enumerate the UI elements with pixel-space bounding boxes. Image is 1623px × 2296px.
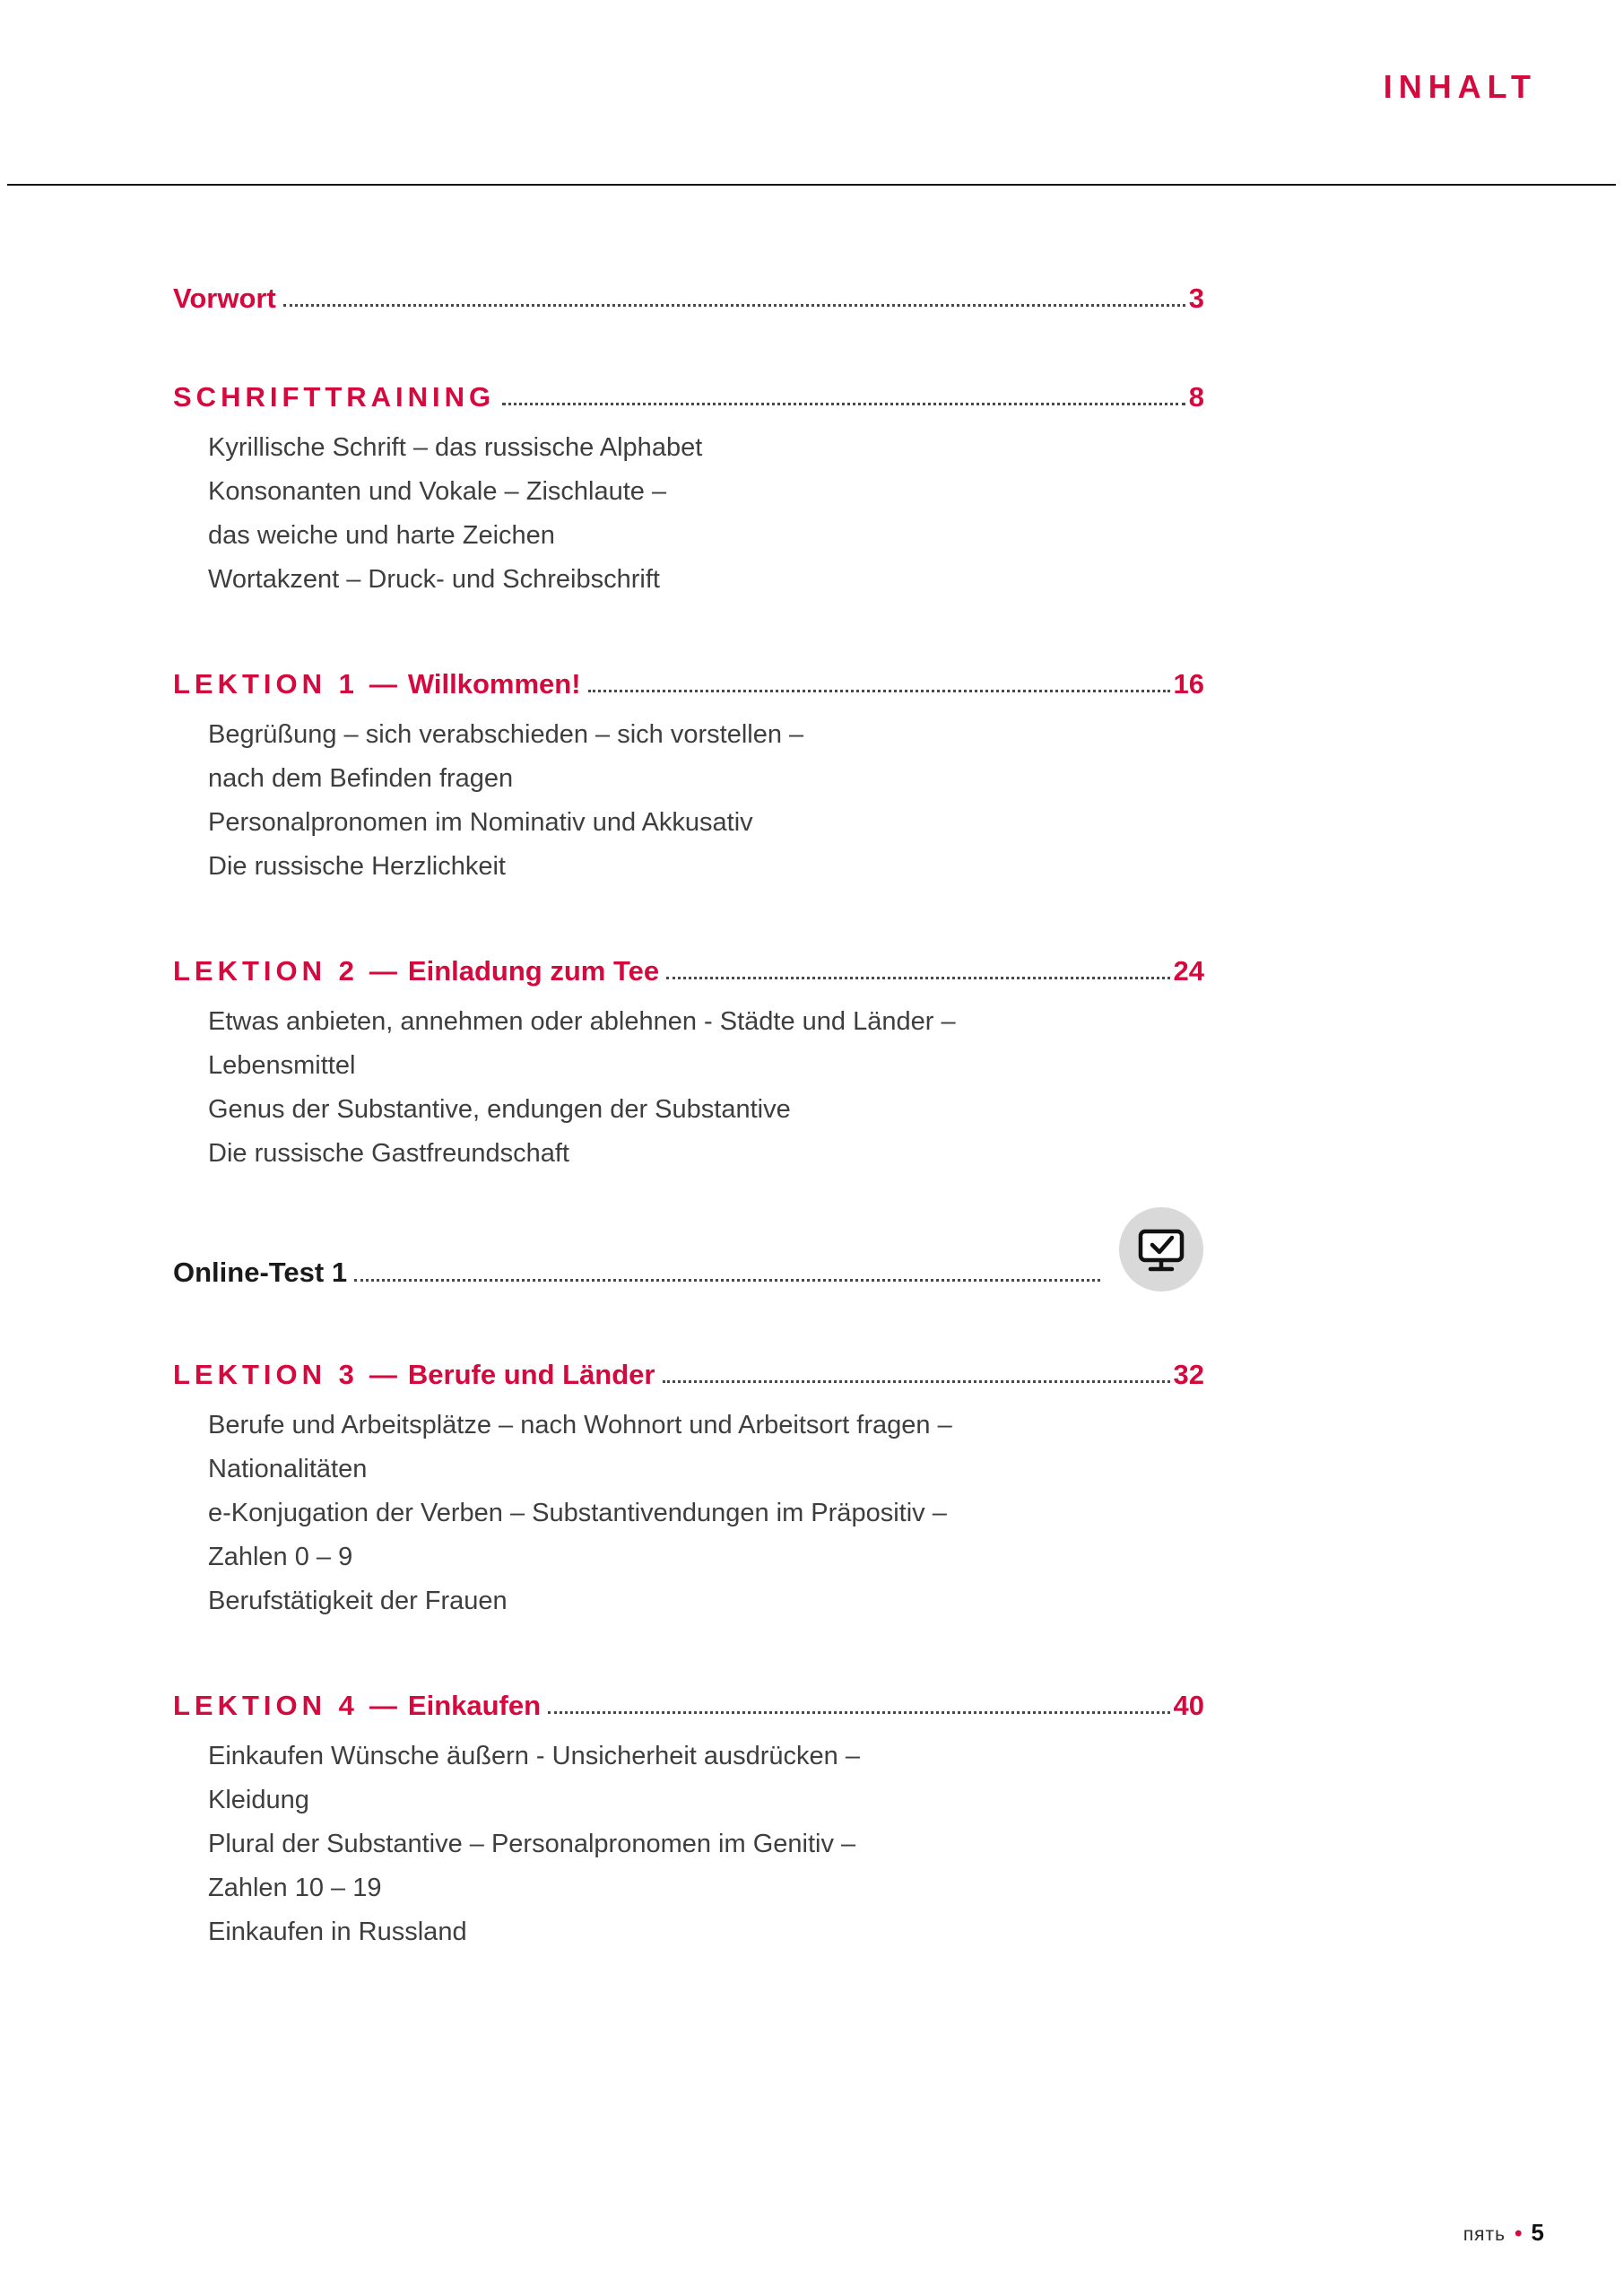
footer-word-russian: пять: [1462, 2224, 1506, 2245]
dot-leader: [502, 403, 1185, 405]
description-line: e-Konjugation der Verben – Substantivendungen im Präpositiv –: [208, 1499, 947, 1527]
toc-entry-lektion-1: [173, 668, 1204, 889]
toc-entry-title: Einkaufen: [407, 1690, 542, 1721]
toc-entry-schrifttraining: [173, 381, 1204, 602]
footer-bullet: •: [1515, 2222, 1523, 2246]
page-footer: [1463, 2219, 1544, 2247]
toc-entry-description: [173, 1735, 1204, 1954]
table-of-contents: [173, 283, 1204, 1954]
lektion-separator: —: [369, 1359, 397, 1390]
description-line: Konsonanten und Vokale – Zischlaute –: [208, 477, 667, 506]
description-line: Zahlen 10 – 19: [208, 1874, 382, 1902]
page-title: INHALT: [1383, 68, 1537, 105]
toc-entry-lektion-3: [173, 1359, 1204, 1623]
description-line: nach dem Befinden fragen: [208, 764, 514, 793]
toc-entry-title: Berufe und Länder: [407, 1359, 655, 1390]
description-line: Plural der Substantive – Personalpronomen im Genitiv –: [208, 1830, 856, 1858]
toc-entry-page-number: 16: [1173, 668, 1204, 700]
monitor-check-icon: [1118, 1206, 1204, 1292]
description-line: Berufe und Arbeitsplätze – nach Wohnort und Arbeitsort fragen –: [208, 1411, 952, 1439]
description-line: das weiche und harte Zeichen: [208, 521, 555, 550]
description-line: Einkaufen in Russland: [208, 1918, 467, 1946]
description-line: Zahlen 0 – 9: [208, 1543, 353, 1571]
header-divider: [7, 184, 1616, 186]
description-line: Personalpronomen im Nominativ und Akkusativ: [208, 808, 753, 837]
lektion-label: LEKTION 1: [173, 668, 359, 700]
dot-leader: [548, 1711, 1169, 1714]
toc-entry-title: Einladung zum Tee: [407, 955, 660, 987]
description-line: Nationalitäten: [208, 1455, 368, 1483]
toc-entry-description: [173, 426, 1204, 602]
description-line: Einkaufen Wünsche äußern - Unsicherheit ausdrücken –: [208, 1742, 860, 1770]
toc-entry-title: Willkommen!: [407, 668, 581, 700]
description-line: Begrüßung – sich verabschieden – sich vorstellen –: [208, 720, 804, 749]
toc-entry-description: [173, 1404, 1204, 1623]
toc-entry-page-number: 3: [1188, 283, 1204, 314]
toc-entry-lektion-2: [173, 955, 1204, 1176]
dot-leader: [666, 977, 1169, 979]
toc-entry-title: Online-Test 1: [173, 1257, 348, 1288]
description-line: Wortakzent – Druck- und Schreibschrift: [208, 565, 660, 594]
description-line: Berufstätigkeit der Frauen: [208, 1587, 508, 1615]
toc-entry-page-number: 24: [1173, 955, 1204, 987]
lektion-separator: —: [369, 1690, 397, 1721]
dot-leader: [588, 690, 1170, 692]
toc-entry-page-number: 8: [1188, 381, 1204, 413]
toc-entry-description: [173, 713, 1204, 889]
description-line: Kyrillische Schrift – das russische Alphabet: [208, 433, 703, 462]
description-line: Genus der Substantive, endungen der Substantive: [208, 1095, 791, 1124]
dot-leader: [283, 304, 1185, 307]
lektion-separator: —: [369, 668, 397, 700]
footer-page-number: 5: [1531, 2219, 1544, 2246]
description-line: Kleidung: [208, 1786, 309, 1814]
toc-entry-page-number: 40: [1173, 1690, 1204, 1721]
description-line: Die russische Herzlichkeit: [208, 852, 506, 881]
toc-entry-vorwort: [173, 283, 1204, 315]
toc-entry-page-number: 32: [1173, 1359, 1204, 1390]
lektion-label: LEKTION 3: [173, 1359, 359, 1390]
description-line: Etwas anbieten, annehmen oder ablehnen - Städte und Länder –: [208, 1007, 956, 1036]
toc-entry-lektion-4: [173, 1690, 1204, 1954]
lektion-label: LEKTION 4: [173, 1690, 359, 1721]
dot-leader: [354, 1279, 1100, 1282]
description-line: Lebensmittel: [208, 1051, 356, 1080]
toc-entry-online-test-1: [173, 1206, 1204, 1292]
dot-leader: [663, 1380, 1170, 1383]
toc-entry-description: [173, 1000, 1204, 1176]
toc-entry-title: SCHRIFTTRAINING: [173, 381, 496, 413]
lektion-label: LEKTION 2: [173, 955, 359, 987]
toc-entry-title: Vorwort: [173, 283, 276, 314]
description-line: Die russische Gastfreundschaft: [208, 1139, 569, 1168]
lektion-separator: —: [369, 955, 397, 987]
